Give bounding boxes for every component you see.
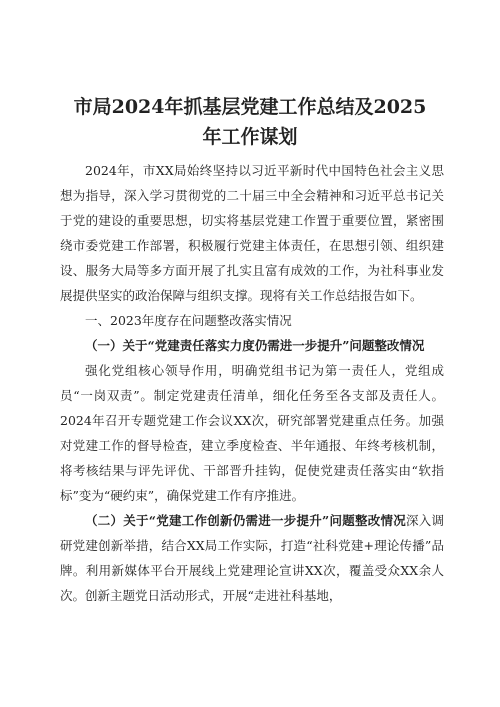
document-body bbox=[60, 158, 444, 608]
section-heading: 一、2023年度存在问题整改落实情况 bbox=[85, 313, 292, 328]
subsection-body-1: 强化党组核心领导作用，明确党组书记为第一责任人，党组成员“一岗双责”。制定党建责任清单，细化任务至各支部及责任人。2024年召开专题党建工作会议XX次，研究部署党建重点任务。加强对党建工作的督导检查，建立季度检查、半年通报、年终考核机制，将考核结果与评先评优、干部晋升挂钩，促使党建责任落实由“软指标”变为“硬约束”，确保党建工作有序推进。 bbox=[60, 363, 444, 503]
subsection-body-2: 深入调研党建创新举措，结合XX局工作实际，打造“社科党建+理论传播”品牌。利用新媒体平台开展线上党建理论宣讲XX次，覆盖受众XX余人次。创新主题党日活动形式，开展“走进社科基地， bbox=[60, 513, 444, 603]
document-title: 市局2024年抓基层党建工作总结及2025年工作谋划 bbox=[73, 96, 427, 148]
subsection-heading-1: （一）关于“党建责任落实力度仍需进一步提升”问题整改情况 bbox=[85, 338, 425, 353]
subsection-heading-2: （二）关于“党建工作创新仍需进一步提升”问题整改情况 bbox=[85, 513, 406, 528]
intro-paragraph: 2024年，市XX局始终坚持以习近平新时代中国特色社会主义思想为指导，深入学习贯彻党的二十届三中全会精神和习近平总书记关于党的建设的重要思想，切实将基层党建工作置于重要位置，紧密围绕市委党建工作部署，积极履行党建主体责任，在思想引领、组织建设、服务大局等多方面开展了扎实且富有成效的工作，为社科事业发展提供坚实的政治保障与组织支撑。现将有关工作总结报告如下。 bbox=[60, 163, 444, 303]
subsection-2 bbox=[60, 508, 444, 608]
